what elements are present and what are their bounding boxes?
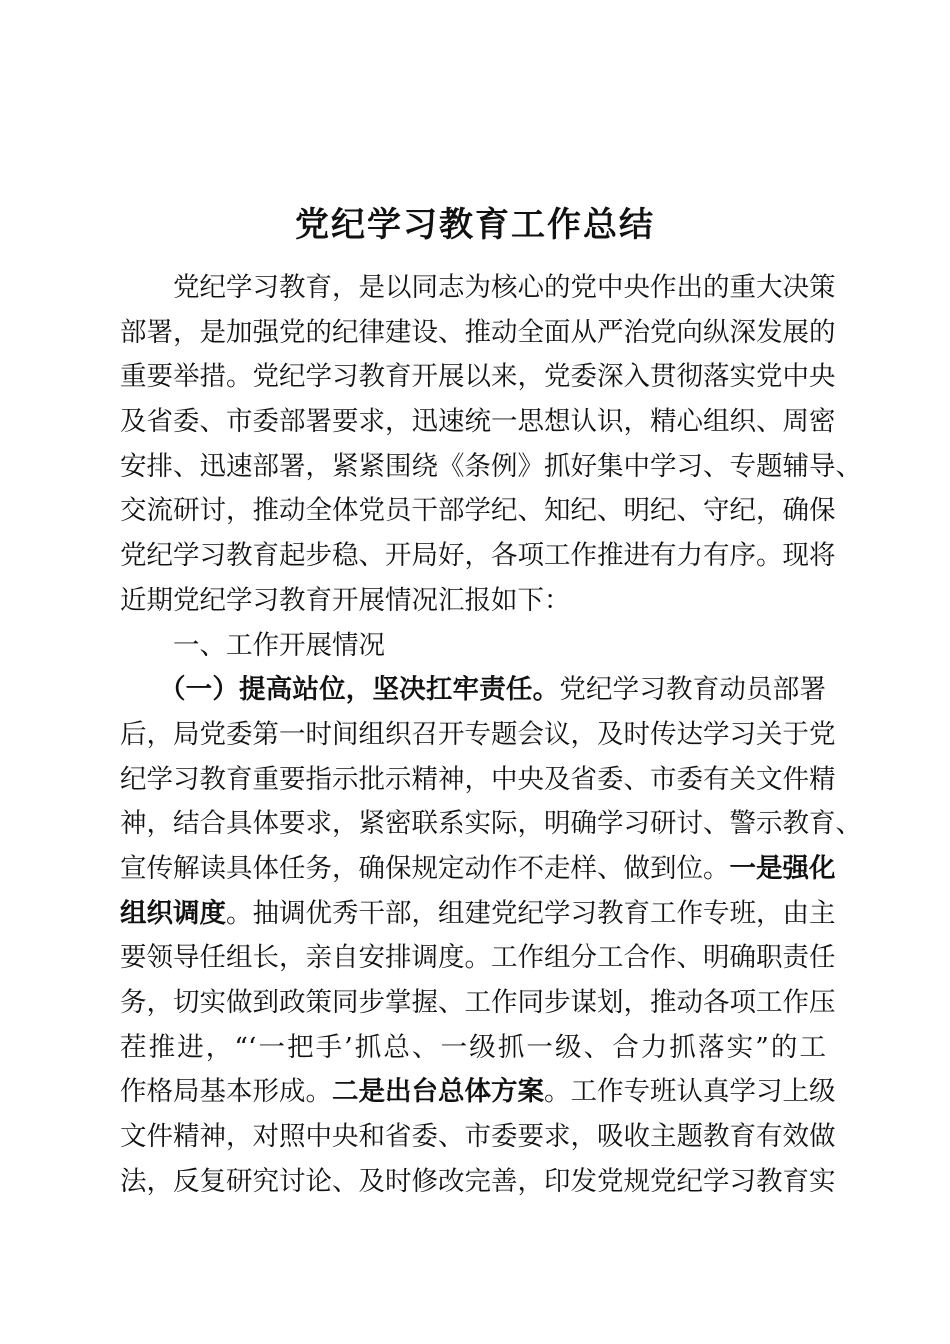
document-body bbox=[120, 266, 862, 1204]
body-text: 宣传解读具体任务，确保规定动作不走样、做到位。 bbox=[120, 852, 730, 884]
body-line: 神，结合具体要求，紧密联系实际，明确学习研讨、警示教育、 bbox=[120, 808, 862, 840]
body-text: 作格局基本形成。 bbox=[120, 1076, 332, 1108]
intro-line: 部署，是加强党的纪律建设、推动全面从严治党向纵深发展的 bbox=[120, 316, 836, 348]
intro-line: 重要举措。党纪学习教育开展以来，党委深入贯彻落实党中央 bbox=[120, 361, 836, 393]
bold-point-one-cont: 组织调度 bbox=[120, 897, 226, 929]
section-heading: 一、工作开展情况 bbox=[173, 629, 385, 661]
body-line: 茬推进，“‘一把手’抓总、一级抓一级、合力抓落实”的工 bbox=[120, 1031, 826, 1063]
body-line-with-bold bbox=[120, 1070, 836, 1115]
intro-line: 党纪学习教育，是以同志为核心的党中央作出的重大决策 bbox=[173, 272, 836, 303]
body-line-with-bold bbox=[120, 892, 836, 937]
body-text: 。抽调优秀干部，组建党纪学习教育工作专班，由主 bbox=[226, 897, 836, 929]
subsection-heading: （一）提高站位，坚决扛牢责任。 bbox=[159, 674, 560, 706]
body-line: 文件精神，对照中央和省委、市委要求，吸收主题教育有效做 bbox=[120, 1121, 836, 1153]
intro-line: 交流研讨，推动全体党员干部学纪、知纪、明纪、守纪，确保 bbox=[120, 495, 836, 527]
body-line: 要领导任组长，亲自安排调度。工作组分工合作、明确职责任 bbox=[120, 942, 836, 974]
body-line: 后，局党委第一时间组织召开专题会议，及时传达学习关于党 bbox=[120, 718, 836, 750]
body-line: 法，反复研究讨论、及时修改完善，印发党规党纪学习教育实 bbox=[120, 1165, 836, 1197]
body-text: 。工作专班认真学习上级 bbox=[544, 1076, 836, 1108]
bold-point-one: 一是强化 bbox=[729, 852, 836, 884]
subsection-text: 党纪学习教育动员部署 bbox=[559, 674, 826, 706]
body-line: 纪学习教育重要指示批示精神，中央及省委、市委有关文件精 bbox=[120, 763, 836, 795]
body-line: 务，切实做到政策同步掌握、工作同步谋划，推动各项工作压 bbox=[120, 987, 836, 1018]
document-title: 党纪学习教育工作总结 bbox=[295, 205, 655, 245]
intro-line: 及省委、市委部署要求，迅速统一思想认识，精心组织、周密 bbox=[120, 406, 836, 438]
body-line-with-bold bbox=[120, 847, 836, 892]
subsection-first-line bbox=[120, 668, 826, 713]
intro-line: 近期党纪学习教育开展情况汇报如下： bbox=[120, 584, 571, 616]
intro-line: 党纪学习教育起步稳、开局好，各项工作推进有力有序。现将 bbox=[120, 540, 836, 572]
intro-line: 安排、迅速部署，紧紧围绕《条例》抓好集中学习、专题辅导、 bbox=[120, 450, 862, 482]
bold-point-two: 二是出台总体方案 bbox=[332, 1076, 544, 1108]
